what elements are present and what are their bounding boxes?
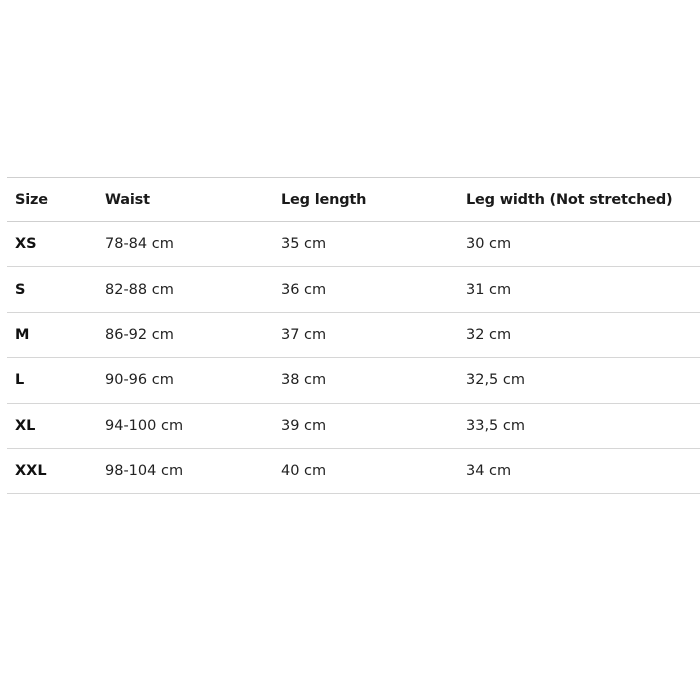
size-cell: M <box>7 312 97 357</box>
header-leg-length: Leg length <box>273 178 458 222</box>
leg-length-cell: 39 cm <box>273 403 458 448</box>
table-row <box>7 358 700 403</box>
size-chart-table <box>7 177 700 494</box>
waist-cell: 90-96 cm <box>97 358 273 403</box>
table-row <box>7 267 700 312</box>
header-leg-width: Leg width (Not stretched) <box>458 178 700 222</box>
size-cell: XL <box>7 403 97 448</box>
leg-length-cell: 35 cm <box>273 222 458 267</box>
leg-length-cell: 38 cm <box>273 358 458 403</box>
table-body <box>7 222 700 494</box>
table-row <box>7 222 700 267</box>
waist-cell: 94-100 cm <box>97 403 273 448</box>
size-cell: XS <box>7 222 97 267</box>
leg-width-cell: 33,5 cm <box>458 403 700 448</box>
waist-cell: 82-88 cm <box>97 267 273 312</box>
size-cell: S <box>7 267 97 312</box>
leg-width-cell: 30 cm <box>458 222 700 267</box>
header-size: Size <box>7 178 97 222</box>
waist-cell: 86-92 cm <box>97 312 273 357</box>
table-row <box>7 403 700 448</box>
leg-length-cell: 37 cm <box>273 312 458 357</box>
size-cell: XXL <box>7 448 97 493</box>
waist-cell: 78-84 cm <box>97 222 273 267</box>
header-waist: Waist <box>97 178 273 222</box>
size-cell: L <box>7 358 97 403</box>
leg-width-cell: 32 cm <box>458 312 700 357</box>
table-row <box>7 312 700 357</box>
leg-width-cell: 32,5 cm <box>458 358 700 403</box>
leg-length-cell: 36 cm <box>273 267 458 312</box>
table-header <box>7 178 700 222</box>
leg-width-cell: 34 cm <box>458 448 700 493</box>
leg-length-cell: 40 cm <box>273 448 458 493</box>
leg-width-cell: 31 cm <box>458 267 700 312</box>
table-row <box>7 448 700 493</box>
header-row <box>7 178 700 222</box>
waist-cell: 98-104 cm <box>97 448 273 493</box>
